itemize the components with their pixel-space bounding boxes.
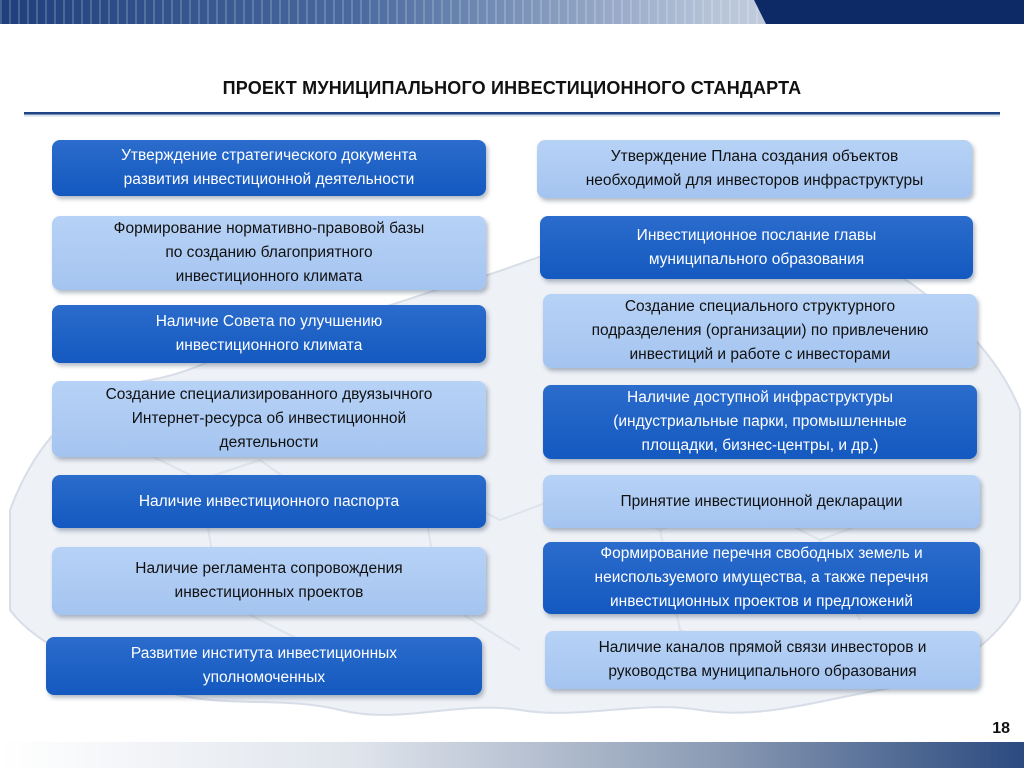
right-item-3 xyxy=(543,294,977,368)
right-item-6-text: Формирование перечня свободных земель и неиспользуемого имущества, а также перечня инвестиционных проектов и предложений xyxy=(594,545,929,610)
left-item-3-text: Наличие Совета по улучшению инвестиционного климата xyxy=(155,313,383,354)
left-item-4 xyxy=(52,381,486,457)
right-item-7 xyxy=(545,631,980,689)
right-item-2 xyxy=(540,216,973,279)
left-item-2 xyxy=(52,216,486,290)
title-underline xyxy=(24,112,1000,117)
left-item-3 xyxy=(52,305,486,363)
right-item-4 xyxy=(543,385,977,459)
page-number: 18 xyxy=(992,720,1010,737)
left-item-6-text: Наличие регламента сопровождения инвестиционных проектов xyxy=(135,560,403,601)
right-item-2-text: Инвестиционное послание главы муниципального образования xyxy=(636,226,877,268)
left-item-5-text: Наличие инвестиционного паспорта xyxy=(138,492,400,510)
right-item-7-text: Наличие каналов прямой связи инвесторов и руководства муниципального образования xyxy=(598,639,927,680)
left-item-5 xyxy=(52,475,486,528)
right-item-1 xyxy=(537,140,972,198)
top-banner xyxy=(0,0,1024,24)
right-item-1-text: Утверждение Плана создания объектов необходимой для инвесторов инфраструктуры xyxy=(585,148,924,189)
right-item-4-text: Наличие доступной инфраструктуры (индустриальные парки, промышленные площадки, бизнес-центры, и др.) xyxy=(613,389,907,454)
bottom-banner xyxy=(0,742,1024,768)
banner-navy-corner xyxy=(724,0,1024,24)
left-item-4-text: Создание специализированного двуязычного Интернет-ресурса об инвестиционной деятельности xyxy=(105,386,433,451)
left-item-6 xyxy=(52,547,486,615)
banner-stripes xyxy=(0,0,760,24)
left-item-1 xyxy=(52,140,486,196)
right-item-5 xyxy=(543,475,980,528)
right-item-6 xyxy=(543,542,980,614)
slide-title: ПРОЕКТ МУНИЦИПАЛЬНОГО ИНВЕСТИЦИОННОГО СТАНДАРТА xyxy=(222,78,802,98)
right-item-5-text: Принятие инвестиционной декларации xyxy=(620,492,903,510)
left-item-2-text: Формирование нормативно-правовой базы по созданию благоприятного инвестиционного климата xyxy=(113,220,425,285)
left-item-7 xyxy=(46,637,482,695)
right-item-3-text: Создание специального структурного подразделения (организации) по привлечению инвестиций и работе с инвесторами xyxy=(591,298,929,363)
left-item-7-text: Развитие института инвестиционных уполномоченных xyxy=(130,645,398,686)
left-item-1-text: Утверждение стратегического документа развития инвестиционной деятельности xyxy=(121,147,417,188)
